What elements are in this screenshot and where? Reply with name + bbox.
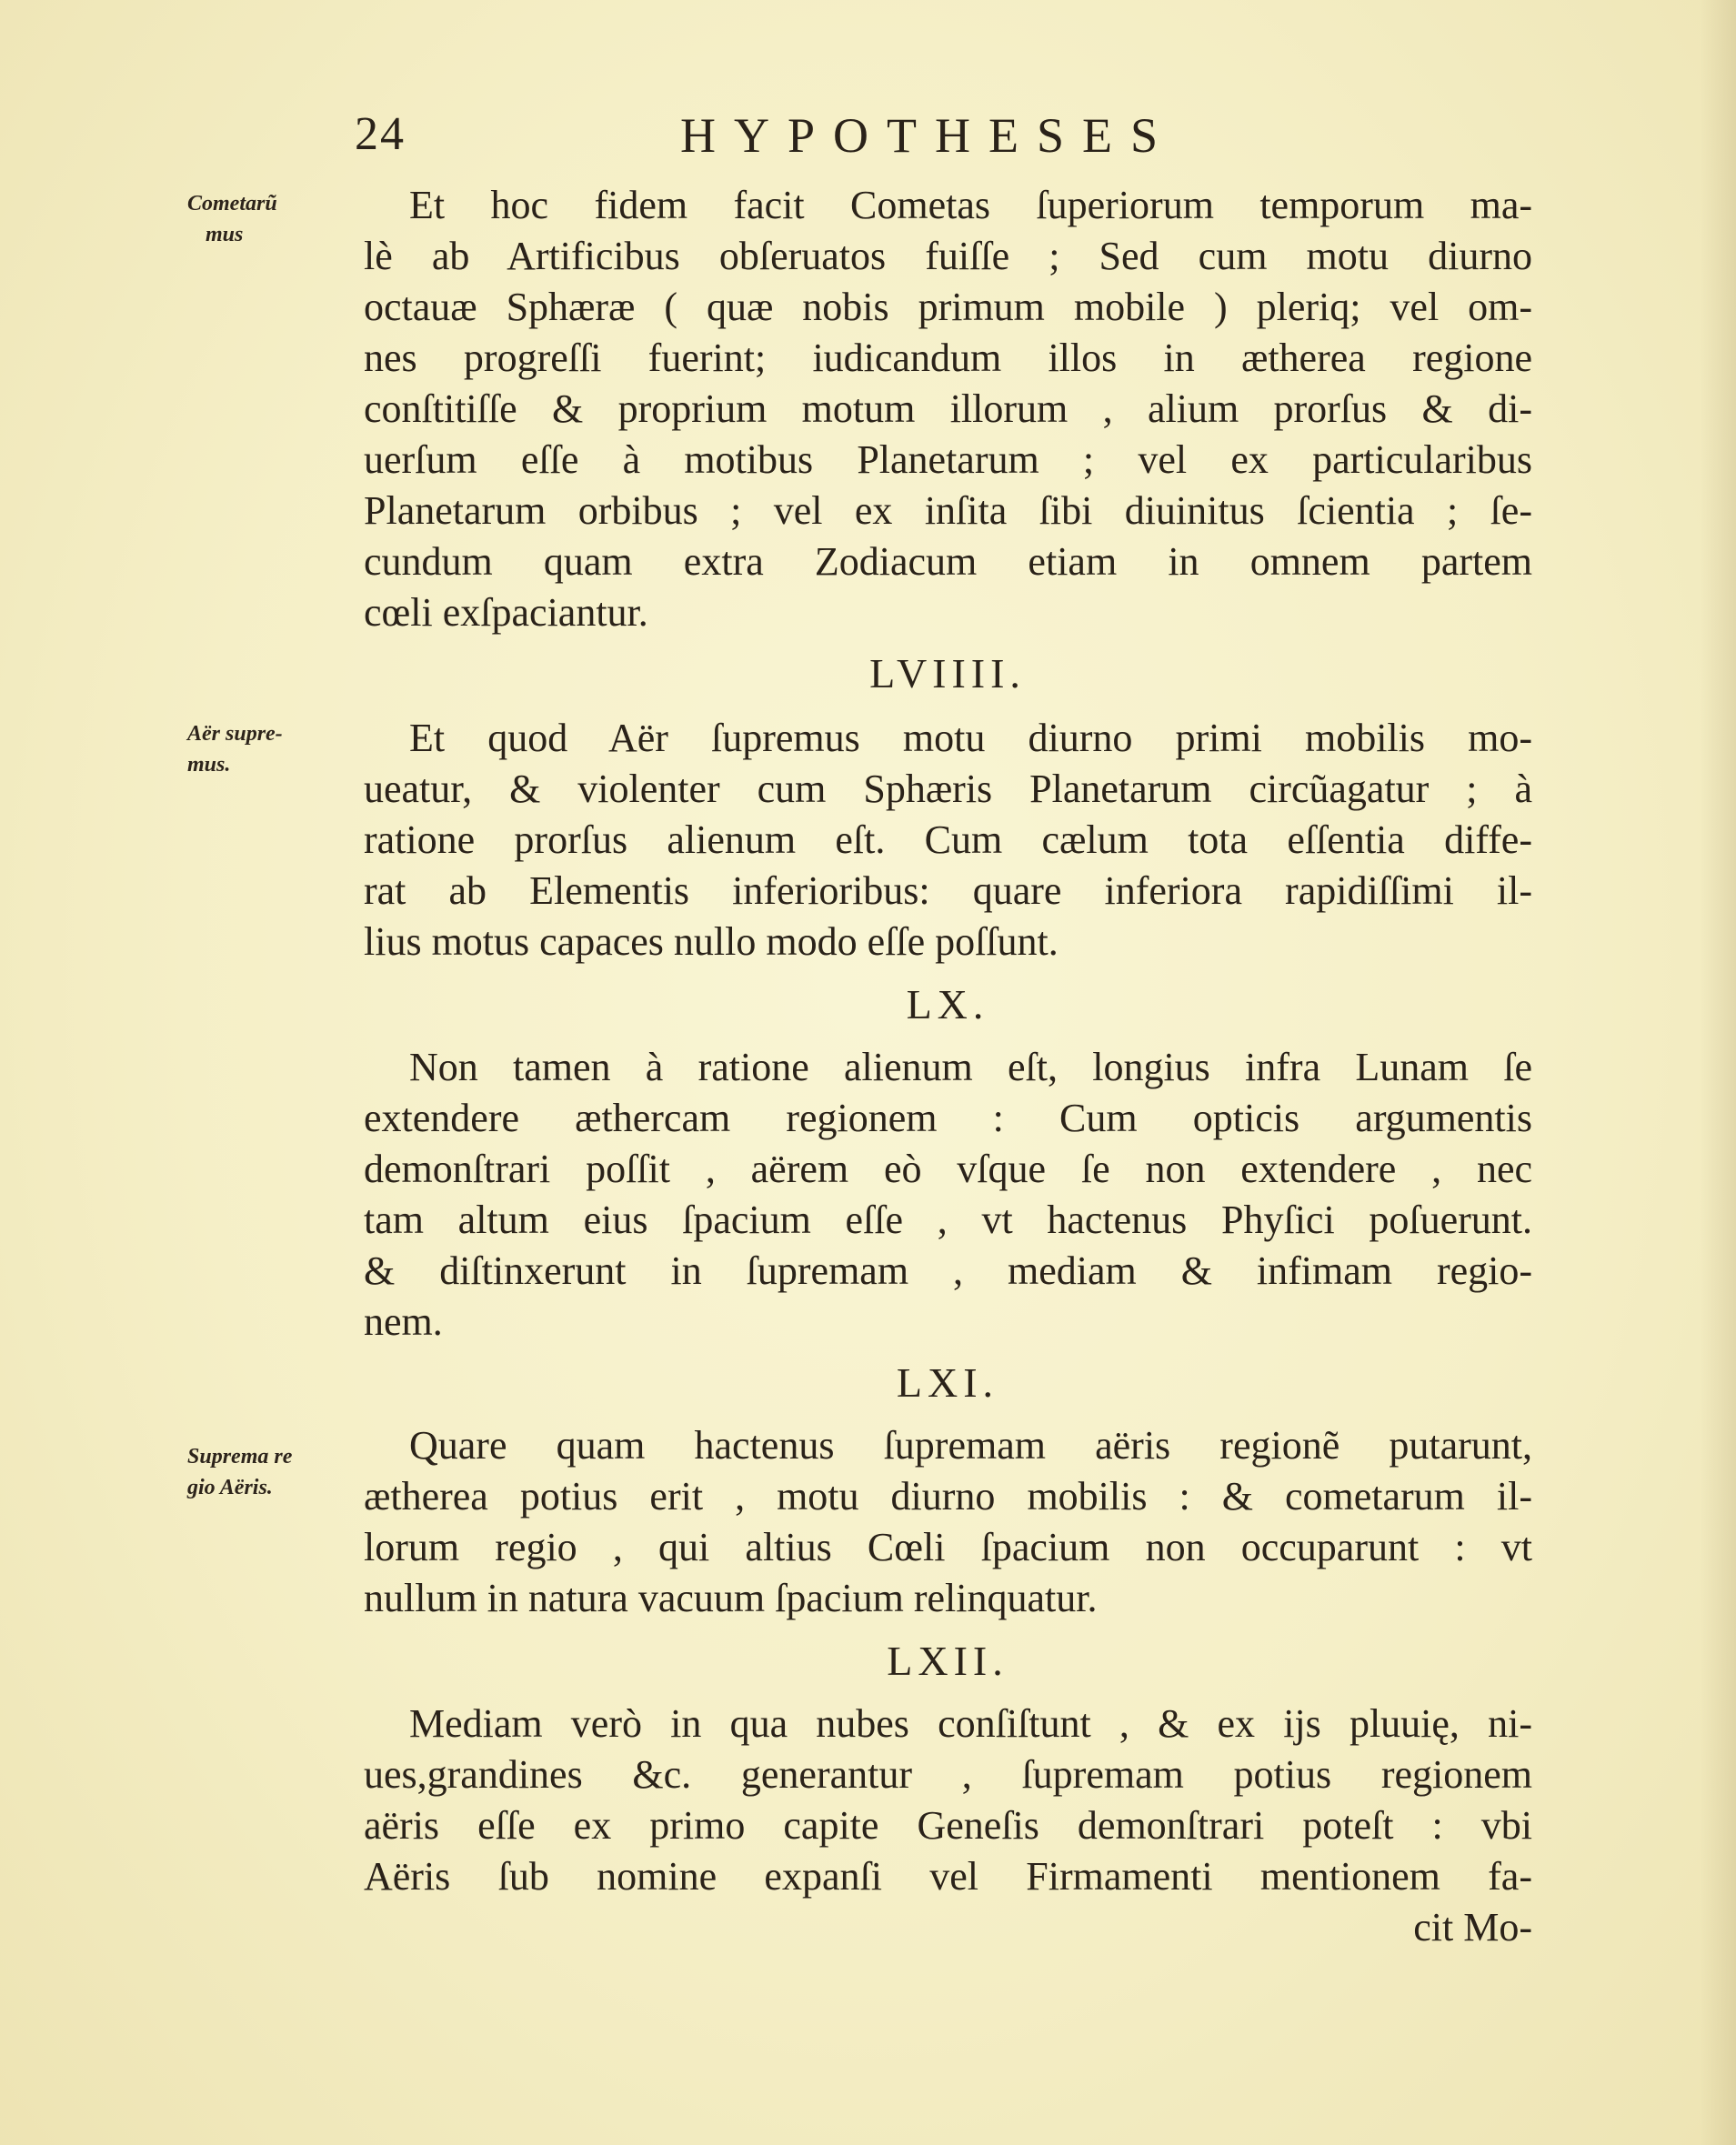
paragraph-2 [364,713,1532,967]
page-number: 24 [355,108,406,160]
margin-note-aer-supremus [187,718,360,780]
paragraph-4 [364,1420,1532,1624]
section-numeral-lxii: LXII. [887,1638,1008,1684]
text-line: rat ab Elementis inferioribus: quare inferiora rapidiſſimi il- [364,868,1532,913]
text-line: ueatur, & violenter cum Sphæris Planetarum circũagatur ; à [364,767,1532,811]
paragraph-1 [364,180,1532,638]
margin-note-line: mus [206,223,244,246]
section-numeral-lviiii: LVIIII. [869,650,1026,697]
margin-note-line: Suprema re [187,1445,293,1468]
text-line: conſtitiſſe & proprium motum illorum , alium prorſus & di- [364,386,1532,431]
text-line: cœli exſpaciantur. [364,590,648,635]
text-line: ætherea potius erit , motu diurno mobilis : & cometarum il- [364,1474,1532,1519]
text-line: lius motus capaces nullo modo eſſe poſſunt. [364,919,1059,964]
catchword-line: cit Mo- [1413,1905,1532,1950]
text-line: Planetarum orbibus ; vel ex inſita ſibi diuinitus ſcientia ; ſe- [364,488,1532,533]
text-line: tam altum eius ſpacium eſſe , vt hactenus Phyſici poſuerunt. [364,1198,1532,1242]
section-numeral-lxi: LXI. [896,1359,999,1406]
text-line: aëris eſſe ex primo capite Geneſis demonſtrari poteſt : vbi [364,1803,1532,1848]
margin-note-cometarum [187,188,360,250]
text-line: uerſum eſſe à motibus Planetarum ; vel ex particularibus [364,437,1532,482]
text-line: octauæ Sphæræ ( quæ nobis primum mobile ) pleriq; vel om- [364,285,1532,329]
text-line: Aëris ſub nomine expanſi vel Firmamenti mentionem fa- [364,1854,1532,1899]
text-line: ues,grandines &c. generantur , ſupremam potius regionem [364,1752,1532,1797]
margin-note-suprema-regio [187,1441,360,1503]
margin-note-line: Aër supre- [187,722,283,746]
text-line: demonſtrari poſſit , aërem eò vſque ſe non extendere , nec [364,1147,1532,1191]
text-line: lè ab Artificibus obſeruatos fuiſſe ; Sed cum motu diurno [364,234,1532,278]
text-line: Mediam verò in qua nubes conſiſtunt , & ex ijs pluuię, ni- [409,1701,1532,1746]
running-title: HYPOTHESES [680,108,1177,163]
text-line: ratione prorſus alienum eſt. Cum cælum tota eſſentia diffe- [364,817,1532,862]
margin-note-line: mus. [187,753,231,777]
text-line: nes progreſſi fuerint; iudicandum illos in ætherea regione [364,336,1532,380]
text-line: nem. [364,1299,443,1344]
text-line: Et quod Aër ſupremus motu diurno primi mobilis mo- [409,716,1532,760]
text-line: & diſtinxerunt in ſupremam , mediam & infimam regio- [364,1248,1532,1293]
margin-note-line: gio Aëris. [187,1476,273,1499]
text-line: Et hoc fidem facit Cometas ſuperiorum temporum ma- [409,183,1532,227]
paragraph-5 [364,1699,1532,1953]
text-line: Quare quam hactenus ſupremam aëris regionẽ putarunt, [409,1423,1532,1468]
text-line: Non tamen à ratione alienum eſt, longius infra Lunam ſe [409,1045,1532,1089]
paragraph-3 [364,1042,1532,1348]
text-line: extendere æthercam regionem : Cum opticis argumentis [364,1096,1532,1140]
margin-note-line: Cometarũ [187,192,277,216]
text-line: lorum regio , qui altius Cœli ſpacium non occuparunt : vt [364,1525,1532,1569]
section-numeral-lx: LX. [906,981,989,1027]
text-line: cundum quam extra Zodiacum etiam in omnem partem [364,539,1532,584]
text-line: nullum in natura vacuum ſpacium relinquatur. [364,1576,1098,1620]
